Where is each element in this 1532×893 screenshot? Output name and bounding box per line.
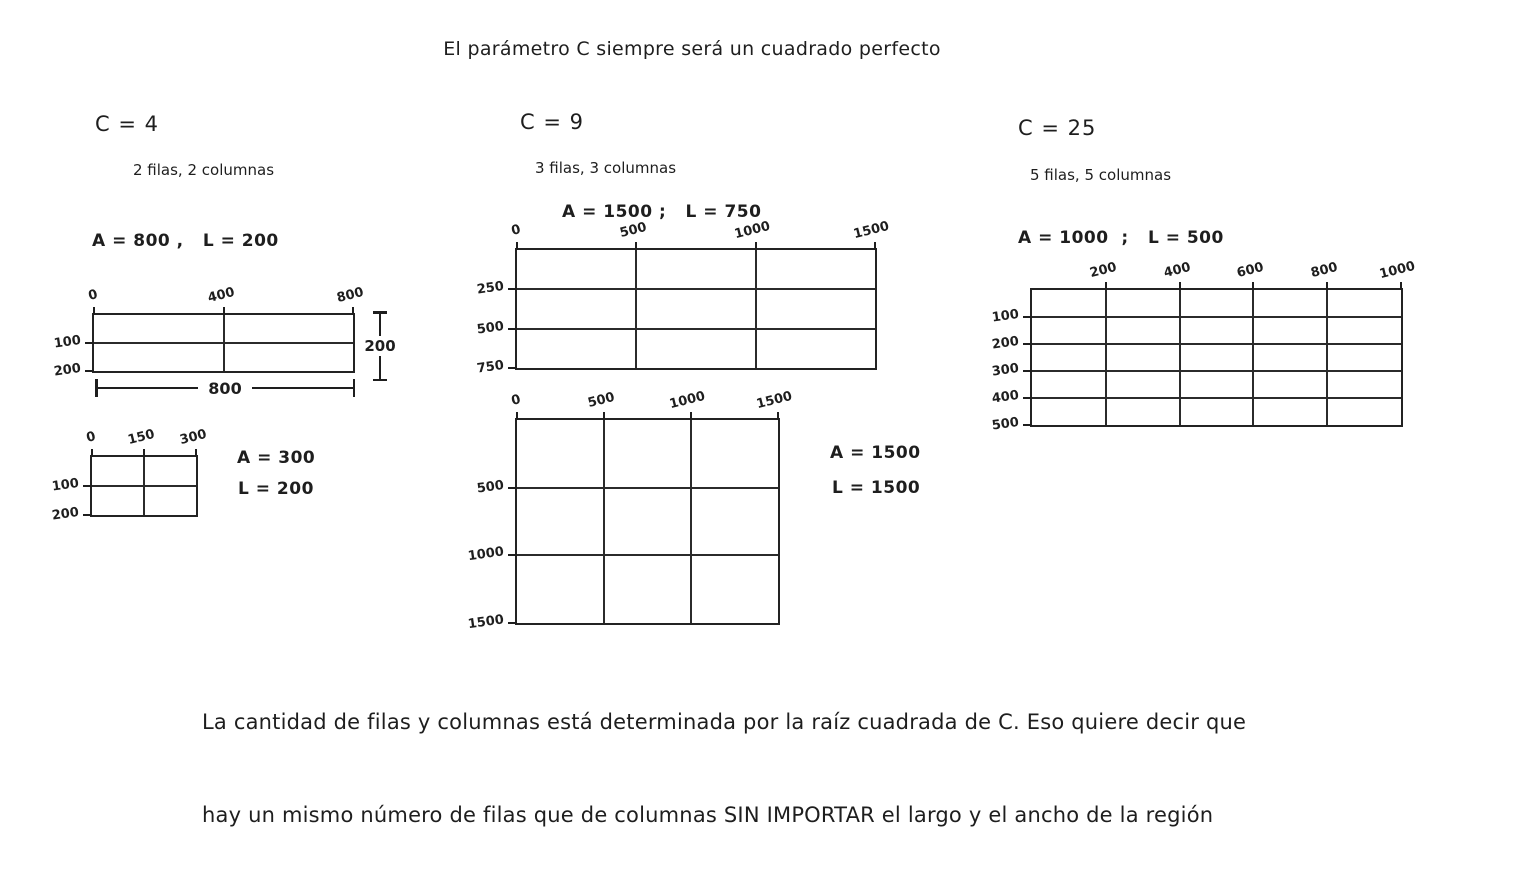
x-axis-tick (516, 412, 518, 420)
c9-rows-cols-label: 3 filas, 3 columnas (535, 159, 677, 177)
grid-horizontal-line (517, 487, 778, 489)
x-axis-label: 300 (178, 426, 209, 449)
grid-c4-small (50, 426, 209, 524)
grid-vertical-line (690, 420, 692, 623)
grid-vertical-line (1252, 290, 1254, 425)
x-axis-label: 0 (84, 429, 98, 446)
bracket-line (252, 387, 353, 390)
x-axis-tick (352, 307, 354, 315)
c4-height-dimension-label: 200 (364, 337, 396, 355)
c4-small-length-label: L = 200 (238, 479, 314, 499)
y-axis-label: 500 (475, 477, 505, 497)
x-axis-label: 500 (618, 219, 649, 242)
x-axis-tick (93, 307, 95, 315)
x-axis-label: 1000 (732, 218, 772, 243)
footer-note-line-1: La cantidad de filas y columnas está determinada por la raíz cuadrada de C. Eso quiere decir que (202, 710, 1247, 734)
y-axis-label: 750 (475, 357, 505, 377)
grid-vertical-line (635, 250, 637, 368)
x-axis-tick (1400, 282, 1402, 290)
c25-value-label: C = 25 (1018, 116, 1097, 140)
y-axis-tick (83, 514, 92, 516)
x-axis-tick (1326, 282, 1328, 290)
c9-value-label: C = 9 (520, 110, 584, 134)
x-axis-label: 600 (1235, 259, 1266, 282)
x-axis-tick (143, 449, 145, 457)
grid-horizontal-line (1032, 343, 1401, 345)
x-axis-tick (635, 242, 637, 250)
y-axis-tick (508, 554, 517, 556)
grid-vertical-line (1105, 290, 1107, 425)
grid-horizontal-line (1032, 370, 1401, 372)
x-axis-tick (91, 449, 93, 457)
y-axis-tick (508, 367, 517, 369)
x-axis-tick (874, 242, 876, 250)
y-axis-label: 200 (52, 360, 82, 380)
y-axis-label: 300 (990, 360, 1020, 380)
c9-params-label: A = 1500 ; L = 750 (562, 202, 762, 222)
grid-horizontal-line (517, 328, 875, 330)
x-axis-label: 500 (586, 389, 617, 412)
x-axis-tick (690, 412, 692, 420)
c4-width-dimension-bracket (95, 378, 355, 398)
y-axis-tick (1023, 343, 1032, 345)
bracket-line (379, 314, 382, 337)
x-axis-label: 800 (335, 284, 366, 307)
c4-small-area-label: A = 300 (237, 448, 316, 468)
x-axis-tick (755, 242, 757, 250)
c9-square-length-label: L = 1500 (832, 478, 921, 498)
x-axis-tick (223, 307, 225, 315)
c4-height-dimension-bracket (362, 311, 398, 381)
c25-params-label: A = 1000 ; L = 500 (1018, 228, 1224, 248)
y-axis-label: 100 (52, 332, 82, 352)
bracket-line (379, 356, 382, 379)
x-axis-tick (1179, 282, 1181, 290)
x-axis-label: 0 (86, 287, 100, 304)
grid-horizontal-line (517, 554, 778, 556)
y-axis-tick (83, 485, 92, 487)
grid-horizontal-line (1032, 316, 1401, 318)
y-axis-label: 1000 (466, 544, 505, 565)
x-axis-tick (603, 412, 605, 420)
bracket-line (98, 387, 199, 390)
grid-c4-main (52, 284, 366, 380)
x-axis-tick (1105, 282, 1107, 290)
grid-c9-wide (475, 218, 891, 377)
grid-c9-square (466, 388, 794, 633)
grid-vertical-line (755, 250, 757, 368)
x-axis-label: 1500 (852, 218, 891, 243)
x-axis-label: 0 (509, 392, 523, 409)
bracket-cap (373, 379, 387, 382)
y-axis-tick (1023, 370, 1032, 372)
y-axis-tick (508, 487, 517, 489)
y-axis-label: 500 (475, 318, 505, 338)
y-axis-tick (508, 288, 517, 290)
footer-note (202, 645, 1246, 893)
c4-rows-cols-label: 2 filas, 2 columnas (133, 161, 275, 179)
c4-params-label: A = 800 , L = 200 (92, 231, 279, 251)
y-axis-tick (1023, 424, 1032, 426)
x-axis-tick (195, 449, 197, 457)
y-axis-label: 400 (990, 387, 1020, 407)
x-axis-label: 200 (1088, 259, 1119, 282)
x-axis-label: 1500 (755, 388, 794, 413)
y-axis-tick (508, 622, 517, 624)
y-axis-label: 1500 (466, 612, 505, 633)
grid-horizontal-line (92, 485, 196, 487)
y-axis-tick (85, 370, 94, 372)
y-axis-tick (1023, 397, 1032, 399)
c25-rows-cols-label: 5 filas, 5 columnas (1030, 166, 1172, 184)
y-axis-label: 100 (990, 306, 1020, 326)
y-axis-label: 250 (475, 279, 505, 298)
x-axis-tick (1252, 282, 1254, 290)
grid-vertical-line (603, 420, 605, 623)
x-axis-tick (777, 412, 779, 420)
bracket-cap (353, 379, 356, 397)
grid-horizontal-line (517, 288, 875, 290)
grid-c25 (990, 258, 1417, 434)
c4-width-dimension-label: 800 (208, 378, 242, 398)
grid-vertical-line (1179, 290, 1181, 425)
y-axis-tick (1023, 316, 1032, 318)
y-axis-label: 500 (990, 414, 1020, 434)
y-axis-label: 200 (990, 333, 1020, 353)
grid-horizontal-line (1032, 397, 1401, 399)
y-axis-label: 100 (50, 475, 80, 495)
y-axis-label: 200 (50, 504, 80, 524)
footer-note-line-2: hay un mismo número de filas que de columnas SIN IMPORTAR el largo y el ancho de la región (202, 803, 1214, 827)
x-axis-label: 1000 (1378, 258, 1417, 283)
grid-horizontal-line (94, 342, 353, 344)
x-axis-label: 0 (509, 222, 523, 239)
grid-vertical-line (1326, 290, 1328, 425)
x-axis-label: 150 (126, 426, 157, 449)
y-axis-tick (508, 328, 517, 330)
x-axis-tick (516, 242, 518, 250)
x-axis-label: 400 (205, 284, 236, 307)
x-axis-label: 1000 (668, 388, 707, 413)
c9-square-area-label: A = 1500 (830, 443, 921, 463)
c4-value-label: C = 4 (95, 112, 159, 136)
y-axis-tick (85, 342, 94, 344)
page-title: El parámetro C siempre será un cuadrado perfecto (443, 38, 941, 60)
x-axis-label: 800 (1309, 259, 1340, 282)
x-axis-label: 400 (1161, 259, 1192, 282)
